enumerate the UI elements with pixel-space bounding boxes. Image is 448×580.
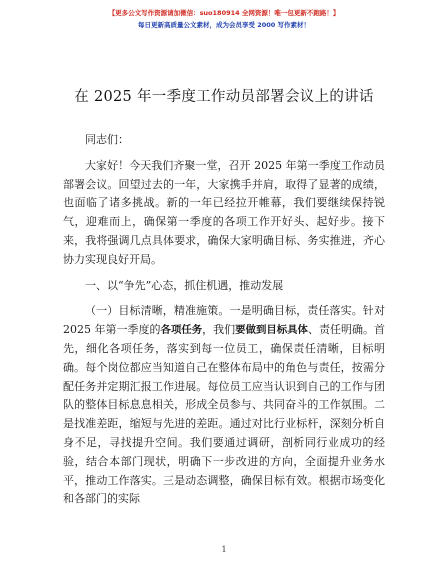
bold-phrase: 各项任务 — [160, 324, 203, 337]
document-title: 在 2025 年一季度工作动员部署会议上的讲话 — [74, 89, 374, 105]
sub-heading: （一）目标清晰，精准施策。 — [85, 304, 230, 318]
page-number: 1 — [221, 545, 227, 554]
section-heading: 一、以“争先”心态，抓住机遇，推动发展 — [85, 278, 284, 292]
paragraph-text: 一是明确目标，责任落实。针对 2025 年第一季度的 — [63, 304, 385, 337]
document-body — [63, 131, 385, 509]
paragraph-text: ，我们 — [202, 323, 236, 337]
intro-paragraph: 大家好！今天我们齐聚一堂，召开 2025 年第一季度工作动员部署会议。回望过去的一年，大家携手并肩，取得了显著的成绩，也面临了诸多挑战。新的一年已经拉开帷幕，我们要继续保持锐气，迎难而上，确保第一季度的各项工作开好头、起好步。接下来，我将强调几点具体要求，确保大家明确目标、务实推进，齐心协力实现良好开局。 — [63, 158, 385, 266]
paragraph-text: 、责任明确。首先，细化各项任务，落实到每一位员工，确保责任清晰，目标明确。每个岗位都应当知道自己在整体布局中的角色与责任，按需分配任务并定期汇报工作进展。每位员工应当认识到自己的工作与团队的整体目标息息相关，形成全员参与、共同奋斗的工作氛围。二是找准差距，缩短与先进的差距。通过对比行业标杆，深刻分析自身不足，寻找提升空间。我们要通过调研，剖析同行业成功的经验，结合本部门现状，明确下一步改进的方向，全面提升业务水平，推动工作落实。三是动态调整，确保目标有效。根据市场变化和各部门的实际 — [63, 323, 386, 506]
body-paragraph — [63, 302, 385, 509]
bold-phrase: 要做到目标具体 — [235, 324, 308, 337]
salutation: 同志们： — [85, 133, 129, 146]
promo-banner-red: 【更多公文写作资源请加微信：suo180914 全网资源！唯一包更新不跑路！】 — [108, 9, 340, 17]
promo-banner-blue: 每日更新高质量公文素材，成为会员享受 2000 写作素材！ — [137, 21, 311, 29]
